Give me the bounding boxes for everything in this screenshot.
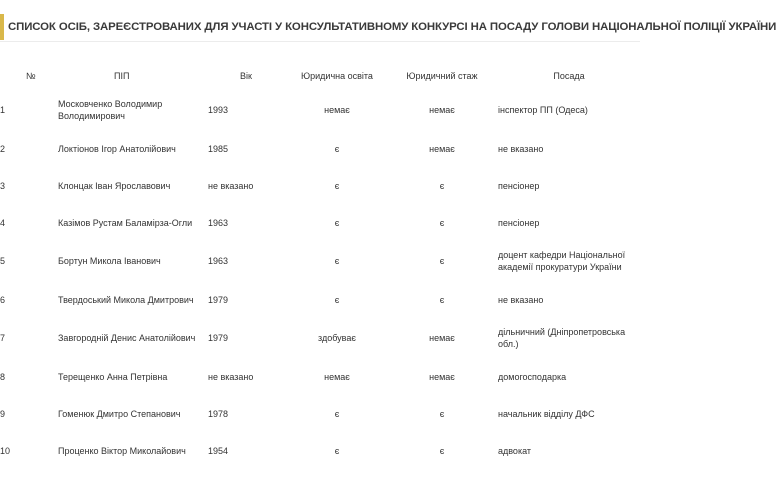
row-num: 10 <box>0 445 11 456</box>
row-num: 6 <box>0 294 6 305</box>
table-row <box>0 130 640 167</box>
header-num: № <box>26 71 36 81</box>
row-year: не вказано <box>208 371 254 382</box>
row-education: є <box>334 445 340 456</box>
row-year: 1963 <box>208 217 229 228</box>
row-education: є <box>334 294 340 305</box>
row-education: є <box>334 217 340 228</box>
row-position: доцент кафедри Національної академії прокуратури України <box>498 250 626 272</box>
row-position: дільничний (Дніпропетровська обл.) <box>498 327 626 349</box>
row-num: 3 <box>0 180 6 191</box>
row-name: Терещенко Анна Петрівна <box>58 371 168 382</box>
row-num: 8 <box>0 371 6 382</box>
table-row <box>0 395 640 432</box>
table-row <box>0 358 640 395</box>
row-num: 2 <box>0 143 6 154</box>
table-row <box>0 241 640 281</box>
row-experience: немає <box>429 143 455 154</box>
row-year: 1985 <box>208 143 229 154</box>
row-year: 1978 <box>208 408 229 419</box>
row-education: немає <box>324 105 350 115</box>
row-position: не вказано <box>498 294 544 305</box>
header-name: ПІП <box>114 71 130 81</box>
row-name: Бортун Микола Іванович <box>58 256 161 266</box>
row-education: здобуває <box>318 333 356 343</box>
page-title: СПИСОК ОСІБ, ЗАРЕЄСТРОВАНИХ ДЛЯ УЧАСТІ У КОНСУЛЬТАТИВНОМУ КОНКУРСІ НА ПОСАДУ ГОЛОВИ НАЦІОНАЛЬНОЇ ПОЛІЦІЇ УКРАЇНИ <box>8 21 776 33</box>
table-row <box>0 90 640 130</box>
row-year: 1979 <box>208 294 229 305</box>
row-experience: немає <box>429 371 455 382</box>
row-num: 4 <box>0 217 6 228</box>
row-name: Казімов Рустам Баламірза-Огли <box>58 217 193 228</box>
row-experience: немає <box>429 105 455 115</box>
header-age: Вік <box>240 71 252 81</box>
table-row <box>0 432 640 469</box>
header-experience: Юридичний стаж <box>406 71 478 81</box>
row-position: начальник відділу ДФС <box>498 408 595 419</box>
row-position: домогосподарка <box>498 371 567 382</box>
row-year: не вказано <box>208 180 254 191</box>
row-education: є <box>334 408 340 419</box>
row-name: Локтіонов Ігор Анатолійович <box>58 143 176 154</box>
row-education: є <box>334 143 340 154</box>
row-name: Гоменюк Дмитро Степанович <box>58 408 181 419</box>
row-education: є <box>334 180 340 191</box>
title-bar <box>0 14 776 40</box>
table-row <box>0 167 640 204</box>
row-experience: є <box>439 217 445 228</box>
row-education: є <box>334 256 340 266</box>
row-num: 7 <box>0 333 6 343</box>
row-position: пенсіонер <box>498 180 540 191</box>
row-num: 9 <box>0 408 6 419</box>
row-position: пенсіонер <box>498 217 540 228</box>
candidates-table <box>0 62 640 469</box>
row-name: Клонцак Іван Ярославович <box>58 180 171 191</box>
header-education: Юридична освіта <box>301 71 373 81</box>
row-experience: є <box>439 256 445 266</box>
row-education: немає <box>324 371 350 382</box>
title-divider <box>0 41 640 42</box>
row-position: інспектор ПП (Одеса) <box>498 105 588 115</box>
row-experience: є <box>439 408 445 419</box>
table-row <box>0 281 640 318</box>
row-name: Московченко Володимир Володимирович <box>58 99 163 121</box>
table-header-row <box>0 62 640 90</box>
row-experience: є <box>439 180 445 191</box>
row-year: 1979 <box>208 333 229 343</box>
row-name: Твердоський Микола Дмитрович <box>58 294 194 305</box>
row-year: 1954 <box>208 445 229 456</box>
row-position: адвокат <box>498 445 532 456</box>
header-position: Посада <box>553 71 585 81</box>
row-num: 1 <box>0 105 6 115</box>
row-experience: немає <box>429 333 455 343</box>
table-row <box>0 318 640 358</box>
table-row <box>0 204 640 241</box>
row-year: 1993 <box>208 105 229 115</box>
row-num: 5 <box>0 256 6 266</box>
row-position: не вказано <box>498 143 544 154</box>
row-year: 1963 <box>208 256 229 266</box>
row-experience: є <box>439 294 445 305</box>
row-name: Завгородній Денис Анатолійович <box>58 333 196 343</box>
row-name: Проценко Віктор Миколайович <box>58 445 186 456</box>
row-experience: є <box>439 445 445 456</box>
